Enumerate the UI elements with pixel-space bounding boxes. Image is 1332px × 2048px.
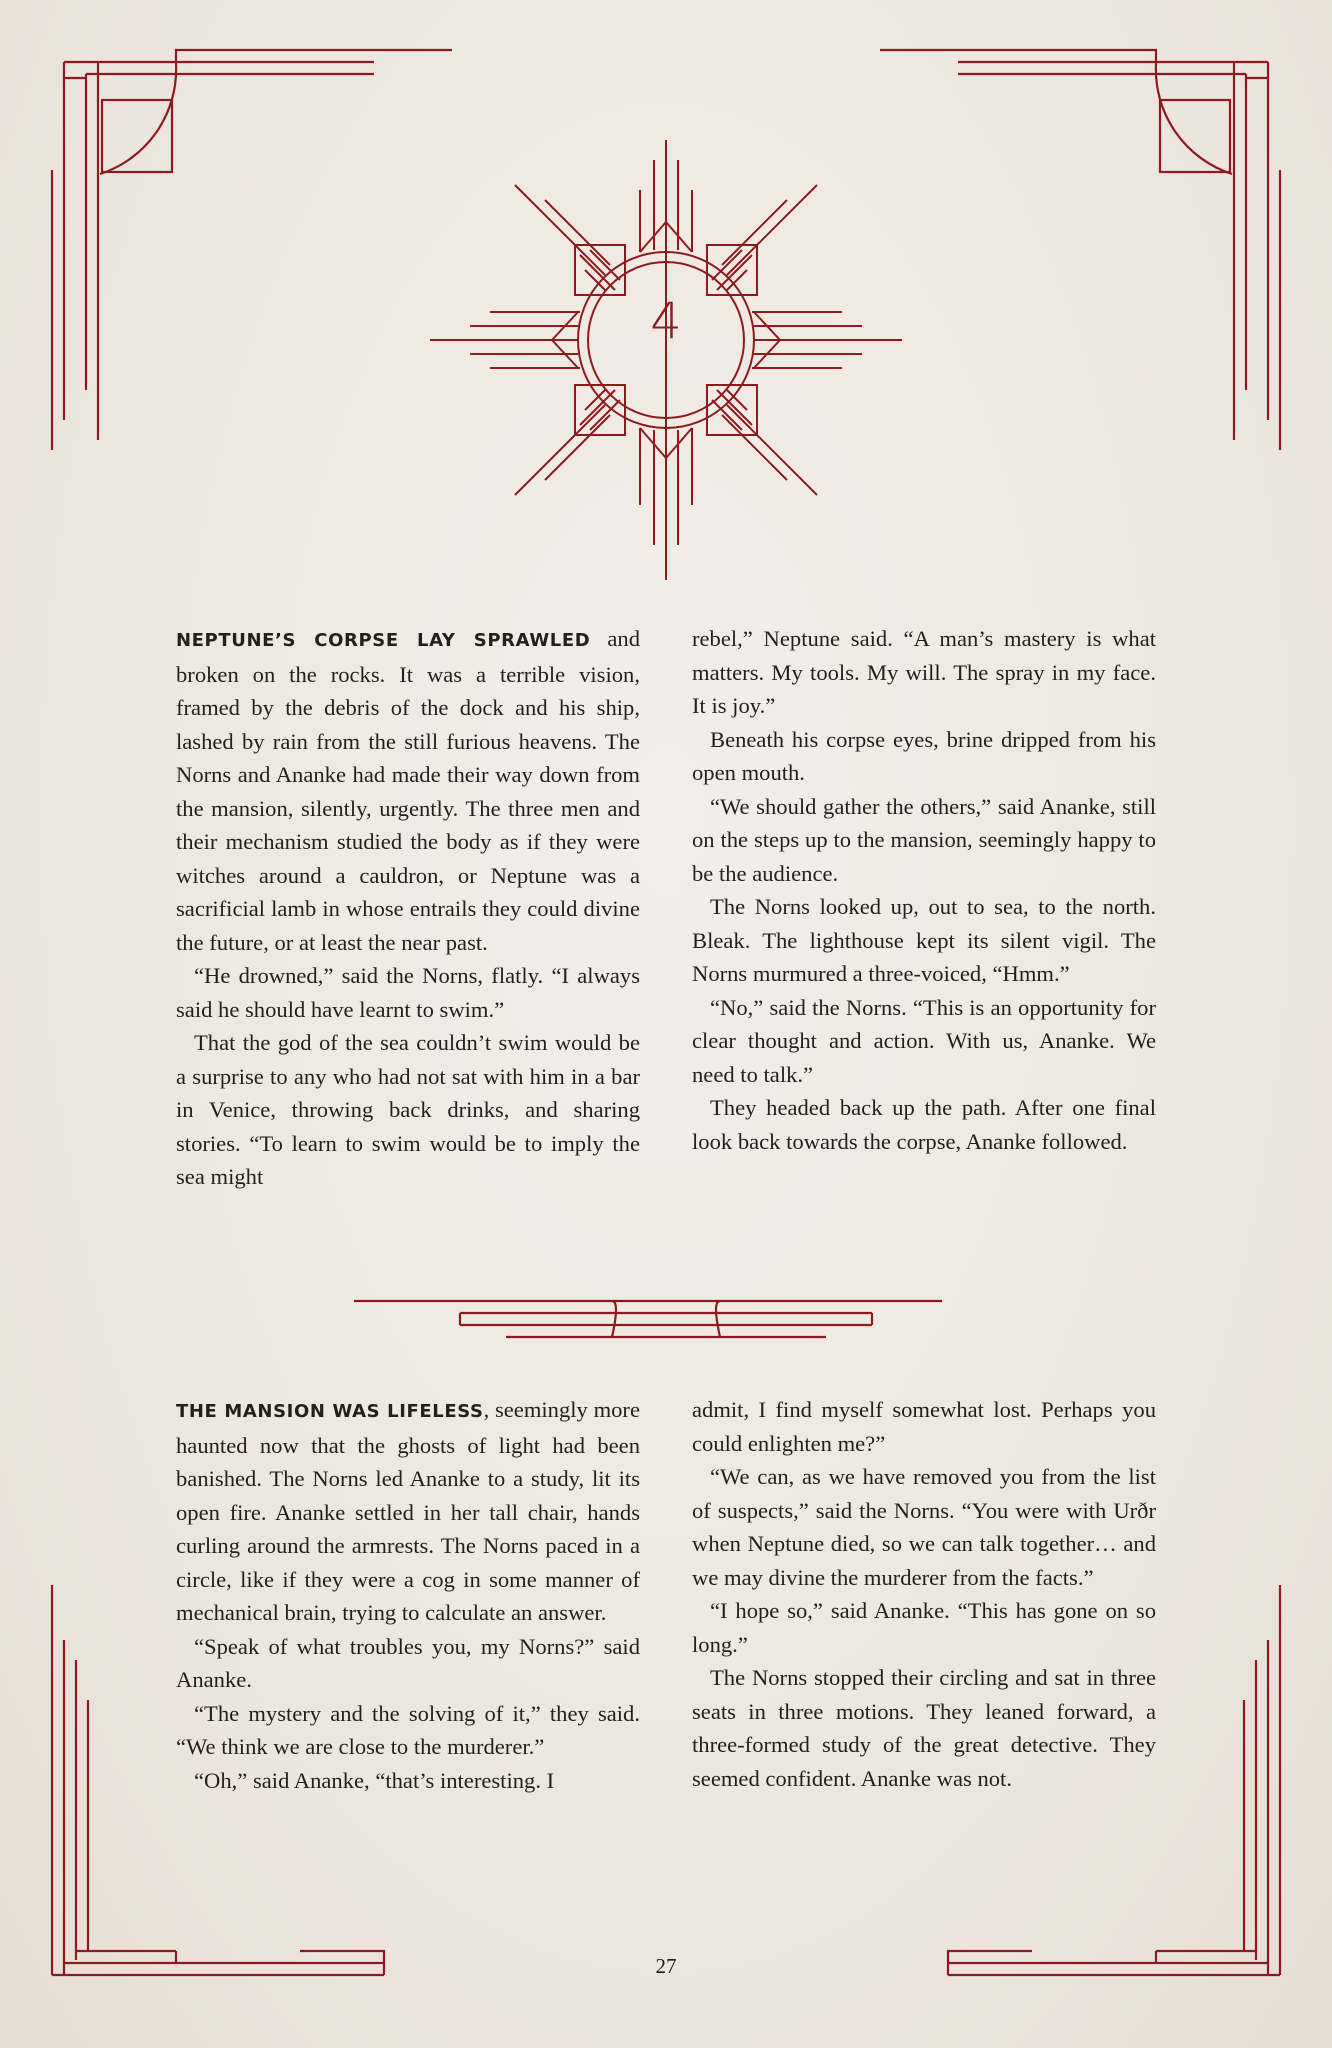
paragraph: NEPTUNE’S CORPSE LAY SPRAWLED and broken on the rocks. It was a terrible vision, framed by the debris of the dock and his ship, lashed by rain from the still furious heavens. The Norns and Ananke had made their way down from the mansion, silently, urgently. The three men and their mechanism studied the body as if they were witches around a cauldron, or Neptune was a sacrificial lamb in whose entrails they could divine the future, or at least the near past. bbox=[176, 626, 641, 955]
section1-right-column bbox=[692, 622, 1156, 1158]
paragraph: “We should gather the others,” said Ananke, still on the steps up to the mansion, seemingly happy to be the audience. bbox=[692, 793, 1156, 886]
paragraph: “I hope so,” said Ananke. “This has gone on so long.” bbox=[692, 1598, 1156, 1657]
section2-left-column bbox=[176, 1393, 640, 1797]
paragraph: admit, I find myself somewhat lost. Perhaps you could enlighten me?” bbox=[692, 1397, 1156, 1456]
paragraph: Beneath his corpse eyes, brine dripped from his open mouth. bbox=[692, 726, 1156, 785]
paragraph: “Speak of what troubles you, my Norns?” said Ananke. bbox=[176, 1633, 640, 1692]
corner-ornament-top-right bbox=[880, 50, 1280, 450]
paragraph: “The mystery and the solving of it,” they said. “We think we are close to the murderer.” bbox=[176, 1700, 640, 1759]
paragraph: “No,” said the Norns. “This is an opportunity for clear thought and action. With us, Ananke. We need to talk.” bbox=[692, 994, 1156, 1087]
section2-right-column bbox=[692, 1393, 1156, 1795]
paragraph: THE MANSION WAS LIFELESS, seemingly more haunted now that the ghosts of light had been banished. The Norns led Ananke to a study, lit its open fire. Ananke settled in her tall chair, hands curling around the armrests. The Norns paced in a circle, like if they were a cog in some manner of mechanical brain, trying to calculate an answer. bbox=[176, 1397, 640, 1625]
page-number: 27 bbox=[655, 1954, 677, 1978]
lead-in-small-caps: THE MANSION WAS LIFELESS bbox=[176, 1401, 484, 1422]
paragraph: They headed back up the path. After one final look back towards the corpse, Ananke followed. bbox=[692, 1095, 1156, 1154]
paragraph: “Oh,” said Ananke, “that’s interesting. I bbox=[194, 1767, 555, 1793]
section1-left-column bbox=[176, 622, 640, 1194]
paragraph: rebel,” Neptune said. “A man’s mastery is what matters. My tools. My will. The spray in my face. It is joy.” bbox=[692, 626, 1156, 718]
lead-in-small-caps: NEPTUNE’S CORPSE LAY SPRAWLED bbox=[176, 630, 591, 651]
section-divider bbox=[354, 1301, 942, 1337]
paragraph: That the god of the sea couldn’t swim would be a surprise to any who had not sat with him in a bar in Venice, throwing back drinks, and sharing stories. “To learn to swim would be to imply the sea might bbox=[176, 1030, 640, 1189]
chapter-emblem bbox=[430, 140, 902, 580]
paragraph: The Norns looked up, out to sea, to the north. Bleak. The lighthouse kept its silent vigil. The Norns murmured a three-voiced, “Hmm.” bbox=[692, 894, 1156, 986]
chapter-number: 4 bbox=[650, 292, 682, 350]
paragraph: The Norns stopped their circling and sat in three seats in three motions. They leaned forward, a three-formed study of the great detective. They seemed confident. Ananke was not. bbox=[692, 1665, 1156, 1791]
paragraph: “We can, as we have removed you from the list of suspects,” said the Norns. “You were with Urðr when Neptune died, so we can talk together… and we may divine the murderer from the facts.” bbox=[692, 1464, 1156, 1590]
corner-ornament-top-left bbox=[52, 50, 452, 450]
paragraph: “He drowned,” said the Norns, flatly. “I always said he should have learnt to swim.” bbox=[176, 963, 640, 1022]
